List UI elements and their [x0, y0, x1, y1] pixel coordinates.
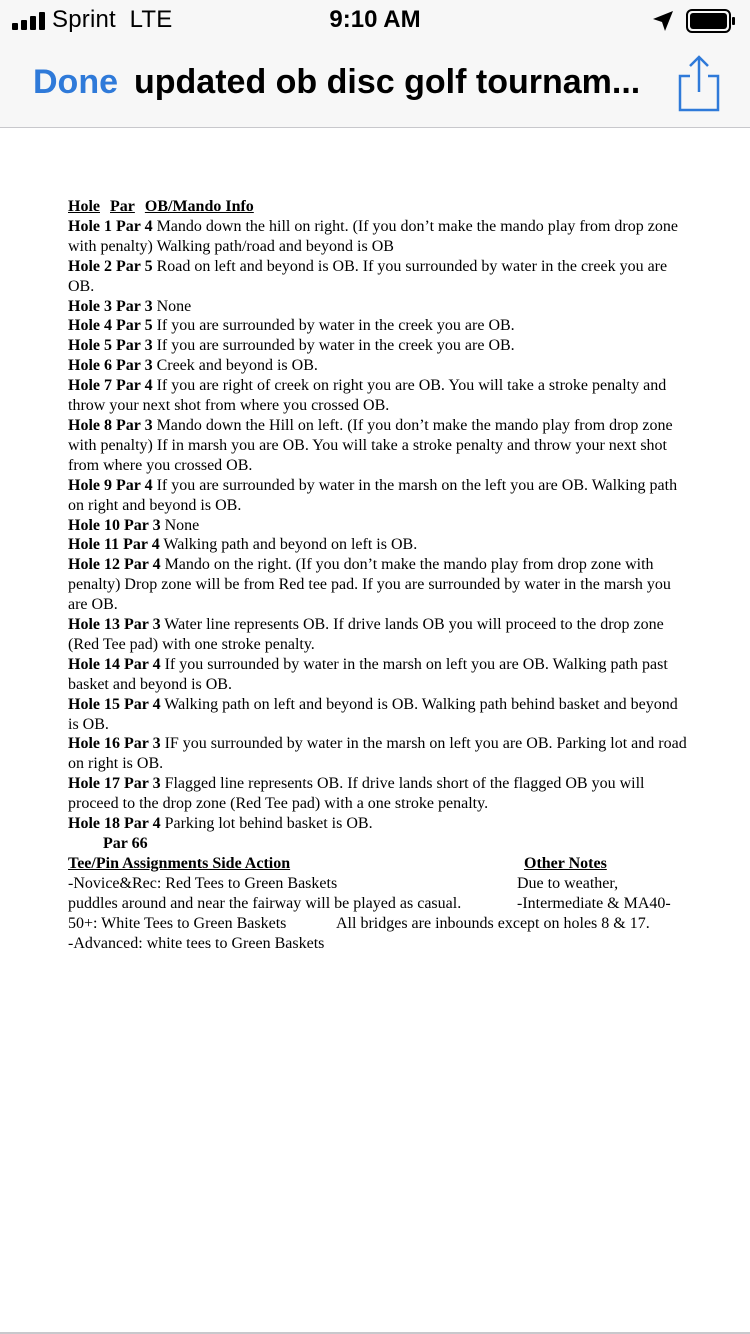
share-icon[interactable] — [676, 54, 722, 112]
hole-entry — [68, 297, 688, 317]
hole-text: Mando on the right. (If you don’t make the mando play from drop zone with penalty) Drop zone will be from Red tee pad. If you are surrounded by water in the marsh you are OB. — [68, 556, 671, 614]
header-hole: Hole — [68, 198, 100, 215]
hole-text: Creek and beyond is OB. — [152, 357, 318, 375]
hole-text: If you surrounded by water in the marsh on left you are OB. Walking path past basket and beyond is OB. — [68, 655, 668, 693]
assignment-right-text: Due to weather, — [517, 874, 619, 892]
assignment-line — [68, 934, 688, 954]
hole-label: Hole 17 Par 3 — [68, 775, 161, 793]
hole-text: Flagged line represents OB. If drive lands short of the flagged OB you will proceed to the drop zone (Red Tee pad) with a one stroke penalty. — [68, 775, 645, 813]
assignment-left-text: -Advanced: white tees to Green Baskets — [68, 934, 325, 952]
hole-text: If you are surrounded by water in the creek you are OB. — [152, 317, 515, 335]
assignment-line — [68, 894, 688, 914]
other-notes-heading: Other Notes — [524, 854, 607, 872]
hole-entry — [68, 655, 688, 695]
hole-text: If you are surrounded by water in the creek you are OB. — [152, 337, 515, 355]
hole-entry — [68, 257, 688, 297]
status-bar — [0, 0, 750, 40]
assignments-header-row — [68, 854, 688, 874]
hole-label: Hole 3 Par 3 — [68, 297, 153, 315]
hole-label: Hole 12 Par 4 — [68, 556, 161, 574]
hole-entry — [68, 615, 688, 655]
assignment-left-text: 50+: White Tees to Green Baskets — [68, 914, 287, 932]
header-info: OB/Mando Info — [144, 198, 254, 215]
hole-label: Hole 15 Par 4 — [68, 695, 161, 713]
table-header — [68, 197, 688, 217]
carrier-label: Sprint LTE — [52, 6, 173, 33]
document-body — [68, 197, 688, 954]
hole-text: IF you surrounded by water in the marsh on left you are OB. Parking lot and road on right is OB. — [68, 735, 687, 773]
hole-text: Parking lot behind basket is OB. — [160, 815, 373, 833]
assignment-left-text: puddles around and near the fairway will be played as casual. — [68, 894, 462, 912]
hole-entry — [68, 516, 688, 536]
battery-icon — [686, 9, 736, 33]
hole-text: If you are right of creek on right you are OB. You will take a stroke penalty and throw your next shot from where you crossed OB. — [68, 377, 667, 415]
hole-text: None — [152, 297, 192, 315]
hole-entry — [68, 476, 688, 516]
hole-text: Walking path on left and beyond is OB. Walking path behind basket and beyond is OB. — [68, 695, 678, 733]
hole-entry — [68, 376, 688, 416]
navigation-bar — [0, 40, 750, 128]
par-total: Par 66 — [103, 835, 148, 852]
document-title: updated ob disc golf tournam... — [134, 63, 641, 101]
hole-label: Hole 10 Par 3 — [68, 516, 161, 534]
assignment-line — [68, 874, 688, 894]
hole-entry — [68, 336, 688, 356]
hole-entry — [68, 316, 688, 336]
hole-label: Hole 7 Par 4 — [68, 377, 153, 395]
hole-label: Hole 16 Par 3 — [68, 735, 161, 753]
hole-label: Hole 13 Par 3 — [68, 616, 161, 634]
hole-entry — [68, 416, 688, 476]
hole-text: None — [160, 516, 200, 534]
tee-assignments-heading: Tee/Pin Assignments Side Action — [68, 854, 291, 872]
hole-entry — [68, 695, 688, 735]
hole-entry — [68, 356, 688, 376]
holes-list — [68, 217, 688, 834]
hole-label: Hole 11 Par 4 — [68, 536, 160, 554]
hole-entry — [68, 814, 688, 834]
hole-label: Hole 4 Par 5 — [68, 317, 153, 335]
hole-text: Water line represents OB. If drive lands OB you will proceed to the drop zone (Red Tee pad) with one stroke penalty. — [68, 616, 664, 653]
hole-text: Mando down the Hill on left. (If you don’t make the mando play from drop zone with penalty) If in marsh you are OB. You will take a stroke penalty and throw your next shot from where you crossed OB. — [68, 416, 673, 474]
location-arrow-icon — [652, 10, 674, 32]
hole-entry — [68, 734, 688, 774]
hole-text: Walking path and beyond on left is OB. — [159, 536, 418, 554]
hole-label: Hole 14 Par 4 — [68, 655, 161, 673]
hole-label: Hole 6 Par 3 — [68, 357, 153, 375]
hole-text: Mando down the hill on right. (If you don’t make the mando play from drop zone with penalty) Walking path/road and beyond is OB — [68, 217, 678, 255]
assignment-lines — [68, 874, 688, 954]
assignment-left-text: -Novice&Rec: Red Tees to Green Baskets — [68, 874, 338, 892]
hole-entry — [68, 535, 688, 555]
hole-entry — [68, 774, 688, 814]
hole-label: Hole 1 Par 4 — [68, 217, 153, 235]
assignment-right-text: -Intermediate & MA40- — [517, 894, 671, 912]
hole-label: Hole 18 Par 4 — [68, 815, 161, 833]
header-par: Par — [110, 198, 135, 215]
hole-label: Hole 5 Par 3 — [68, 337, 153, 355]
hole-label: Hole 9 Par 4 — [68, 476, 153, 494]
hole-label: Hole 2 Par 5 — [68, 257, 153, 275]
hole-entry — [68, 217, 688, 257]
assignment-line — [68, 914, 688, 934]
assignment-right-text: All bridges are inbounds except on holes 8 & 17. — [336, 914, 650, 932]
hole-entry — [68, 555, 688, 615]
hole-text: Road on left and beyond is OB. If you surrounded by water in the creek you are OB. — [68, 257, 668, 295]
clock: 9:10 AM — [329, 6, 421, 33]
hole-label: Hole 8 Par 3 — [68, 416, 153, 434]
hole-text: If you are surrounded by water in the marsh on the left you are OB. Walking path on right and beyond is OB. — [68, 476, 678, 514]
done-button[interactable]: Done — [33, 63, 118, 101]
